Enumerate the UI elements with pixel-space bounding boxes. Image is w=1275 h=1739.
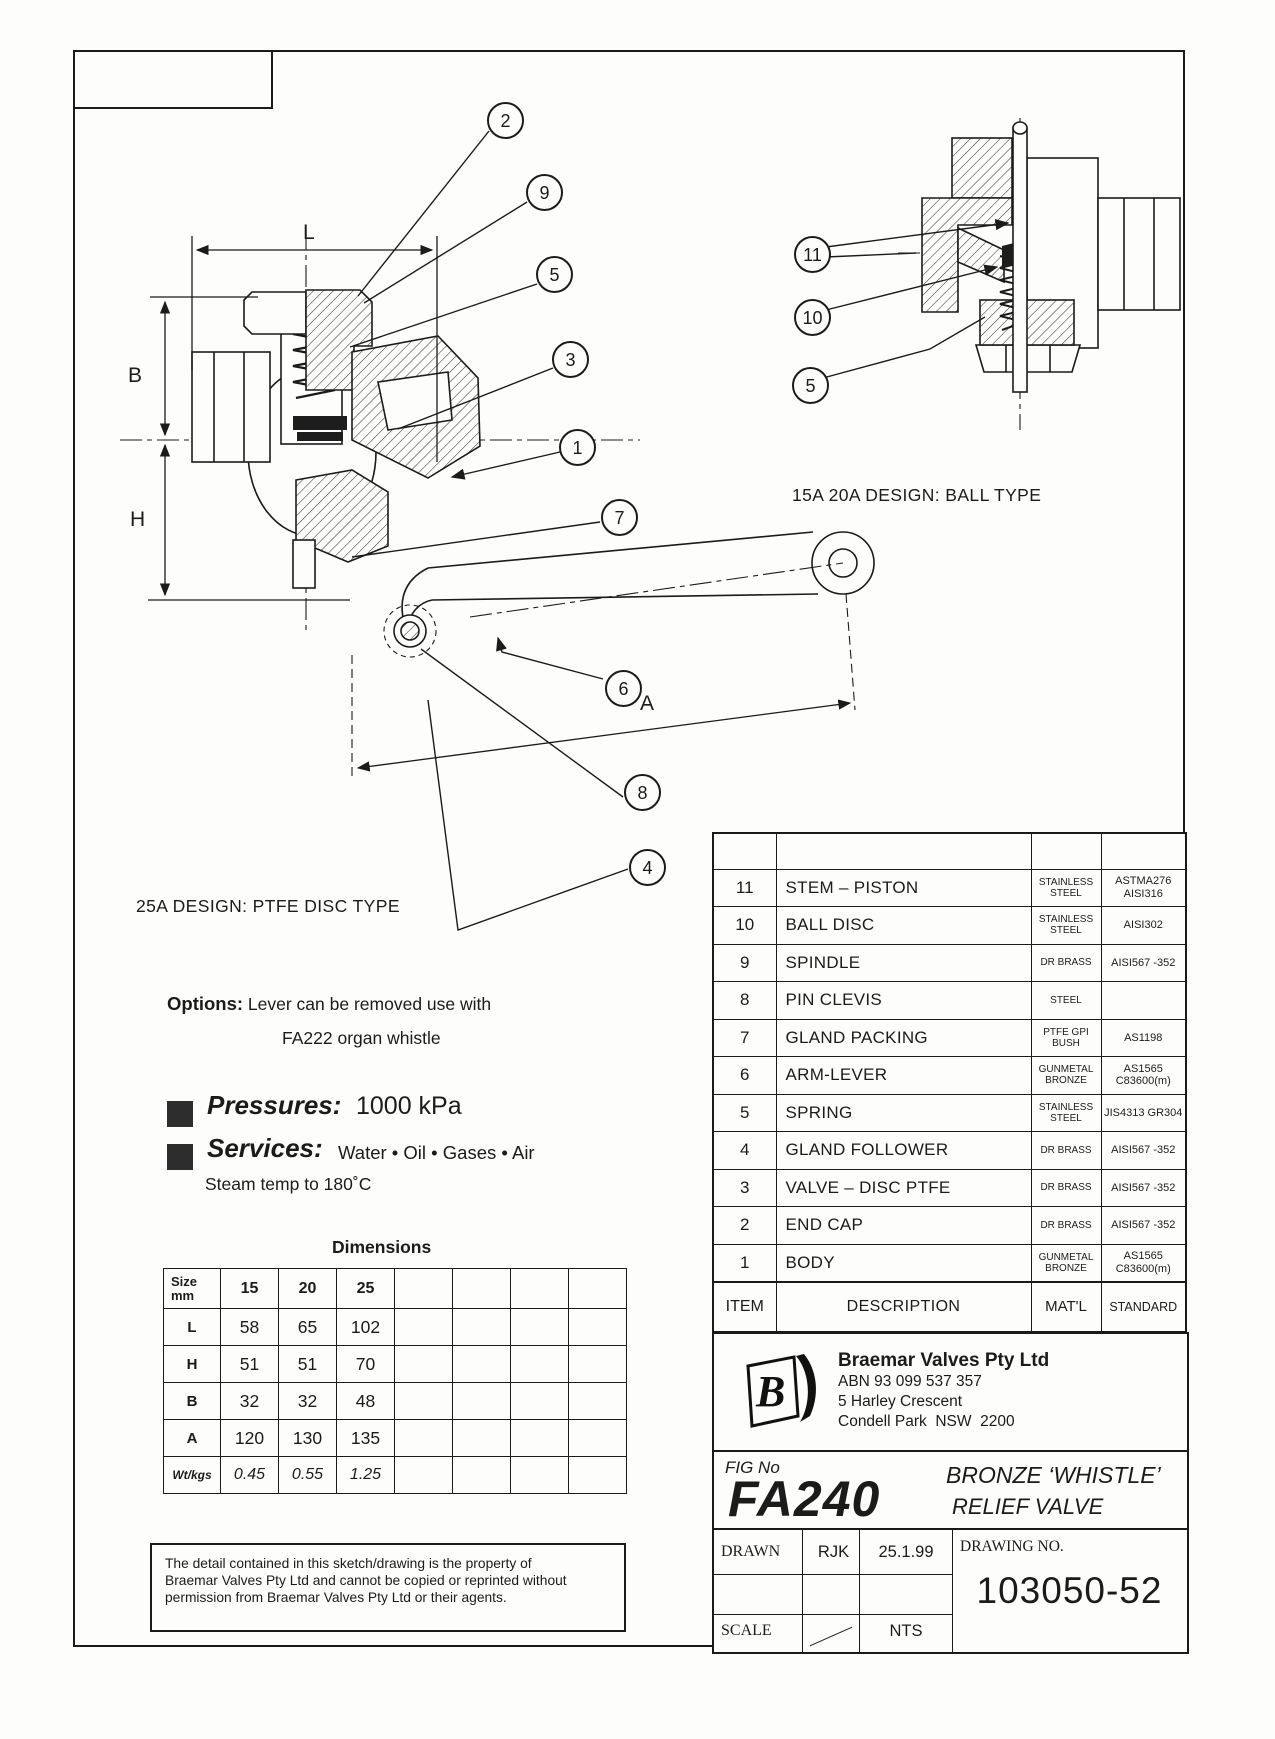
cell	[453, 1309, 511, 1346]
cell: AISI567 -352	[1101, 944, 1186, 982]
cell	[395, 1309, 453, 1346]
cell: 8	[713, 982, 776, 1020]
disclaimer-line: Braemar Valves Pty Ltd and cannot be copied or reprinted without	[165, 1572, 567, 1588]
cell: 25	[337, 1269, 395, 1309]
table-row	[164, 1457, 627, 1494]
callout-number: 2	[500, 110, 511, 131]
cell	[453, 1269, 511, 1309]
options-text-2: FA222 organ whistle	[282, 1028, 441, 1048]
table-row	[713, 1207, 1186, 1245]
dim-label-b: B	[128, 364, 143, 387]
dim-label-l: L	[303, 221, 315, 244]
callout-number: 5	[549, 264, 560, 285]
cell: AS1565 C83600(m)	[1101, 1244, 1186, 1282]
drawn-by: RJK	[817, 1543, 850, 1561]
callout-number: 5	[805, 375, 816, 396]
callout-number: 9	[539, 182, 550, 203]
cell: 0.55	[279, 1457, 337, 1494]
cell: AS1565 C83600(m)	[1101, 1057, 1186, 1095]
cell: B	[164, 1383, 221, 1420]
table-row	[713, 1244, 1186, 1282]
cell: 65	[279, 1309, 337, 1346]
cell: 32	[221, 1383, 279, 1420]
cell	[395, 1346, 453, 1383]
pressures-value: 1000 kPa	[356, 1092, 462, 1120]
cell: AS1198	[1101, 1019, 1186, 1057]
svg-text:B: B	[756, 1367, 786, 1416]
table-row	[713, 1057, 1186, 1095]
table-row	[164, 1309, 627, 1346]
ball-type-caption: 15A 20A DESIGN: BALL TYPE	[792, 485, 1042, 505]
services-value: Water • Oil • Gases • Air	[338, 1142, 535, 1163]
square-bullet-icon	[167, 1101, 193, 1127]
cell: 9	[713, 944, 776, 982]
callout-balloon	[487, 102, 524, 139]
services-note: Steam temp to 180˚C	[205, 1174, 372, 1194]
scale-value: NTS	[889, 1622, 923, 1640]
cell	[1101, 833, 1186, 869]
cell: BODY	[776, 1244, 1031, 1282]
cell: 120	[221, 1420, 279, 1457]
material-header: MAT'L	[1031, 1282, 1101, 1332]
cell: VALVE – DISC PTFE	[776, 1169, 1031, 1207]
cell: 11	[713, 869, 776, 907]
callout-balloon	[605, 670, 642, 707]
valve-title-line2: RELIEF VALVE	[952, 1494, 1104, 1519]
cell: GLAND FOLLOWER	[776, 1132, 1031, 1170]
drawn-date: 25.1.99	[878, 1543, 934, 1561]
cell: AISI567 -352	[1101, 1207, 1186, 1245]
scale-slash-icon	[810, 1627, 852, 1647]
cell: Wt/kgs	[164, 1457, 221, 1494]
table-row	[713, 907, 1186, 945]
drawing-no-label: DRAWING NO.	[960, 1538, 1064, 1555]
cell: H	[164, 1346, 221, 1383]
cell	[395, 1457, 453, 1494]
cell: END CAP	[776, 1207, 1031, 1245]
parts-list-table	[712, 832, 1187, 1333]
cell: 7	[713, 1019, 776, 1057]
cell: SPRING	[776, 1094, 1031, 1132]
options-heading: Options:	[167, 993, 244, 1014]
callout-balloon	[794, 299, 831, 336]
table-row	[713, 944, 1186, 982]
cell	[395, 1269, 453, 1309]
cell: GLAND PACKING	[776, 1019, 1031, 1057]
callout-number: 11	[803, 244, 822, 265]
table-row	[164, 1346, 627, 1383]
cell: DR BRASS	[1031, 1132, 1101, 1170]
disc-type-caption: 25A DESIGN: PTFE DISC TYPE	[136, 896, 400, 916]
company-abn: ABN 93 099 537 357	[838, 1373, 982, 1390]
callout-balloon	[559, 429, 596, 466]
cell	[511, 1420, 569, 1457]
cell	[1101, 982, 1186, 1020]
cell: AISI567 -352	[1101, 1169, 1186, 1207]
table-row	[713, 1094, 1186, 1132]
callout-balloon	[792, 367, 829, 404]
drawn-label: DRAWN	[721, 1543, 781, 1560]
cell	[713, 833, 776, 869]
options-line	[167, 993, 491, 1015]
dim-label-h: H	[130, 508, 146, 531]
table-row	[713, 1169, 1186, 1207]
cell	[511, 1457, 569, 1494]
disclaimer-box	[150, 1543, 626, 1632]
cell	[569, 1457, 627, 1494]
cell: STAINLESS STEEL	[1031, 869, 1101, 907]
dimensions-title: Dimensions	[332, 1237, 432, 1257]
cell: GUNMETAL BRONZE	[1031, 1244, 1101, 1282]
callout-number: 4	[642, 857, 653, 878]
cell: PIN CLEVIS	[776, 982, 1031, 1020]
callout-balloon	[794, 236, 831, 273]
cell: 6	[713, 1057, 776, 1095]
cell	[395, 1383, 453, 1420]
table-row	[713, 869, 1186, 907]
braemar-logo	[736, 1350, 822, 1436]
cell	[511, 1383, 569, 1420]
company-street: 5 Harley Crescent	[838, 1393, 963, 1410]
disclaimer-line: permission from Braemar Valves Pty Ltd or their agents.	[165, 1589, 507, 1605]
cell: GUNMETAL BRONZE	[1031, 1057, 1101, 1095]
cell	[453, 1346, 511, 1383]
cell: 135	[337, 1420, 395, 1457]
table-row	[164, 1269, 627, 1309]
cell: BALL DISC	[776, 907, 1031, 945]
cell	[569, 1269, 627, 1309]
cell: ARM-LEVER	[776, 1057, 1031, 1095]
cell: DR BRASS	[1031, 944, 1101, 982]
table-row	[713, 1019, 1186, 1057]
company-name: Braemar Valves Pty Ltd	[838, 1350, 1050, 1371]
cell	[569, 1383, 627, 1420]
cell	[776, 833, 1031, 869]
cell	[511, 1269, 569, 1309]
callout-number: 6	[618, 678, 629, 699]
cell: AISI567 -352	[1101, 1132, 1186, 1170]
cell	[569, 1420, 627, 1457]
cell: 20	[279, 1269, 337, 1309]
size-header-cell: Size mm	[164, 1269, 221, 1309]
cell: 0.45	[221, 1457, 279, 1494]
callout-balloon	[536, 256, 573, 293]
cell: 4	[713, 1132, 776, 1170]
drawing-number: 103050-52	[976, 1570, 1163, 1611]
callout-balloon	[552, 341, 589, 378]
cell: 1.25	[337, 1457, 395, 1494]
callout-number: 10	[802, 307, 823, 328]
cell: STEM – PISTON	[776, 869, 1031, 907]
callout-number: 7	[614, 507, 625, 528]
cell	[1031, 833, 1101, 869]
callout-balloon	[624, 774, 661, 811]
sheet-corner-box	[73, 50, 273, 109]
cell	[453, 1457, 511, 1494]
cell: STEEL	[1031, 982, 1101, 1020]
cell: 10	[713, 907, 776, 945]
description-header: DESCRIPTION	[776, 1282, 1031, 1332]
scale-label: SCALE	[721, 1622, 772, 1639]
cell: JIS4313 GR304	[1101, 1094, 1186, 1132]
cell: 5	[713, 1094, 776, 1132]
cell	[569, 1309, 627, 1346]
cell	[453, 1420, 511, 1457]
cell: STAINLESS STEEL	[1031, 907, 1101, 945]
cell: 70	[337, 1346, 395, 1383]
cell: ASTMA276 AISI316	[1101, 869, 1186, 907]
callout-balloon	[526, 174, 563, 211]
fig-number: FA240	[728, 1471, 881, 1527]
cell: 51	[279, 1346, 337, 1383]
table-row	[164, 1383, 627, 1420]
table-header-row	[713, 1282, 1186, 1332]
callout-balloon	[601, 499, 638, 536]
square-bullet-icon	[167, 1144, 193, 1170]
company-box	[712, 1332, 1189, 1454]
services-label: Services:	[207, 1133, 323, 1163]
cell: 3	[713, 1169, 776, 1207]
cell: PTFE GPI BUSH	[1031, 1019, 1101, 1057]
company-city: Condell Park NSW 2200	[838, 1413, 1015, 1430]
cell: 102	[337, 1309, 395, 1346]
title-block	[712, 1528, 1189, 1654]
options-text: Lever can be removed use with	[247, 994, 492, 1014]
figure-box	[712, 1450, 1189, 1532]
cell: SPINDLE	[776, 944, 1031, 982]
cell: 48	[337, 1383, 395, 1420]
cell: 15	[221, 1269, 279, 1309]
cell: L	[164, 1309, 221, 1346]
callout-number: 3	[565, 349, 576, 370]
pressures-label: Pressures:	[207, 1090, 342, 1120]
cell: 130	[279, 1420, 337, 1457]
cell: 1	[713, 1244, 776, 1282]
cell: DR BRASS	[1031, 1169, 1101, 1207]
cell	[453, 1383, 511, 1420]
valve-title-line1: BRONZE ‘WHISTLE’	[946, 1462, 1161, 1488]
cell: STAINLESS STEEL	[1031, 1094, 1101, 1132]
callout-number: 8	[637, 782, 648, 803]
callout-number: 1	[572, 437, 583, 458]
table-row	[713, 833, 1186, 869]
fig-no-label: FIG No	[725, 1458, 780, 1477]
disclaimer-line: The detail contained in this sketch/drawing is the property of	[165, 1556, 532, 1571]
table-row	[713, 1132, 1186, 1170]
cell: 51	[221, 1346, 279, 1383]
cell: A	[164, 1420, 221, 1457]
cell	[395, 1420, 453, 1457]
dim-label-a: A	[640, 692, 655, 715]
standard-header: STANDARD	[1101, 1282, 1186, 1332]
table-row	[164, 1420, 627, 1457]
cell	[569, 1346, 627, 1383]
divider	[714, 1614, 952, 1615]
divider	[714, 1574, 952, 1575]
divider	[802, 1530, 803, 1652]
dimensions-table	[163, 1268, 627, 1494]
cell: 58	[221, 1309, 279, 1346]
divider	[859, 1530, 860, 1652]
callout-balloon	[629, 849, 666, 886]
cell: 2	[713, 1207, 776, 1245]
cell	[511, 1309, 569, 1346]
cell: 32	[279, 1383, 337, 1420]
cell	[511, 1346, 569, 1383]
table-row	[713, 982, 1186, 1020]
item-header: ITEM	[713, 1282, 776, 1332]
cell: DR BRASS	[1031, 1207, 1101, 1245]
cell: AISI302	[1101, 907, 1186, 945]
